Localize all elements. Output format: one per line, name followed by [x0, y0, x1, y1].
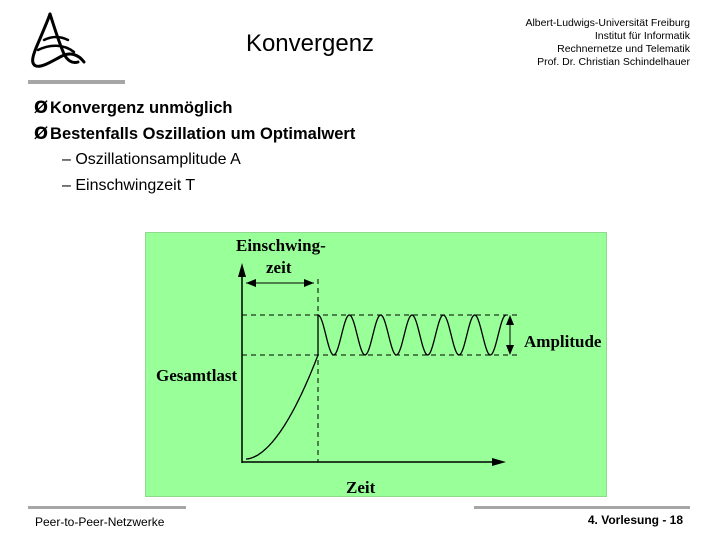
- amplitude-arrow-top-head: [506, 315, 514, 325]
- amplitude-arrow-bottom-head: [506, 345, 514, 355]
- amplitude-label: Amplitude: [524, 332, 602, 351]
- settling-time-label-line1: Einschwing-: [236, 236, 326, 255]
- university-logo-icon: [28, 10, 92, 72]
- sub-bullet-item: – Einschwingzeit T: [62, 177, 196, 194]
- bullet-item: [34, 121, 355, 199]
- sub-bullet-item: – Oszillationsamplitude A: [62, 151, 241, 168]
- diagram-canvas: [146, 233, 606, 496]
- oscillation-diagram: [145, 232, 607, 497]
- y-axis-arrowhead: [238, 263, 246, 277]
- bullet-arrow-icon: Ø: [34, 98, 49, 117]
- settling-time-label-line2: zeit: [266, 258, 292, 277]
- bullet-item: [34, 95, 355, 121]
- x-axis-arrowhead: [492, 458, 506, 466]
- footer-divider-left: [28, 506, 186, 509]
- x-axis-label: Zeit: [346, 478, 376, 496]
- bullet-text: Bestenfalls Oszillation um Optimalwert: [50, 125, 356, 143]
- slide-title: Konvergenz: [245, 30, 375, 57]
- institution-info: [525, 17, 690, 69]
- header-divider: [28, 80, 125, 84]
- bullet-arrow-icon: Ø: [34, 124, 49, 143]
- institution-line: Prof. Dr. Christian Schindelhauer: [537, 56, 690, 68]
- institution-line: Institut für Informatik: [594, 30, 690, 42]
- footer-divider-right: [474, 506, 690, 509]
- institution-line: Albert-Ludwigs-Universität Freiburg: [525, 17, 690, 29]
- sub-bullet-list: [62, 147, 355, 199]
- course-name: Peer-to-Peer-Netzwerke: [35, 515, 165, 529]
- y-axis-label: Gesamtlast: [156, 366, 238, 385]
- bullet-list: [34, 95, 355, 199]
- bullet-text: Konvergenz unmöglich: [50, 99, 233, 117]
- settling-arrow-left-head: [246, 279, 256, 287]
- lecture-page-number: 4. Vorlesung - 18: [587, 513, 683, 527]
- institution-line: Rechnernetze und Telematik: [557, 43, 690, 55]
- settling-arrow-right-head: [304, 279, 314, 287]
- load-response-curve: [246, 315, 506, 459]
